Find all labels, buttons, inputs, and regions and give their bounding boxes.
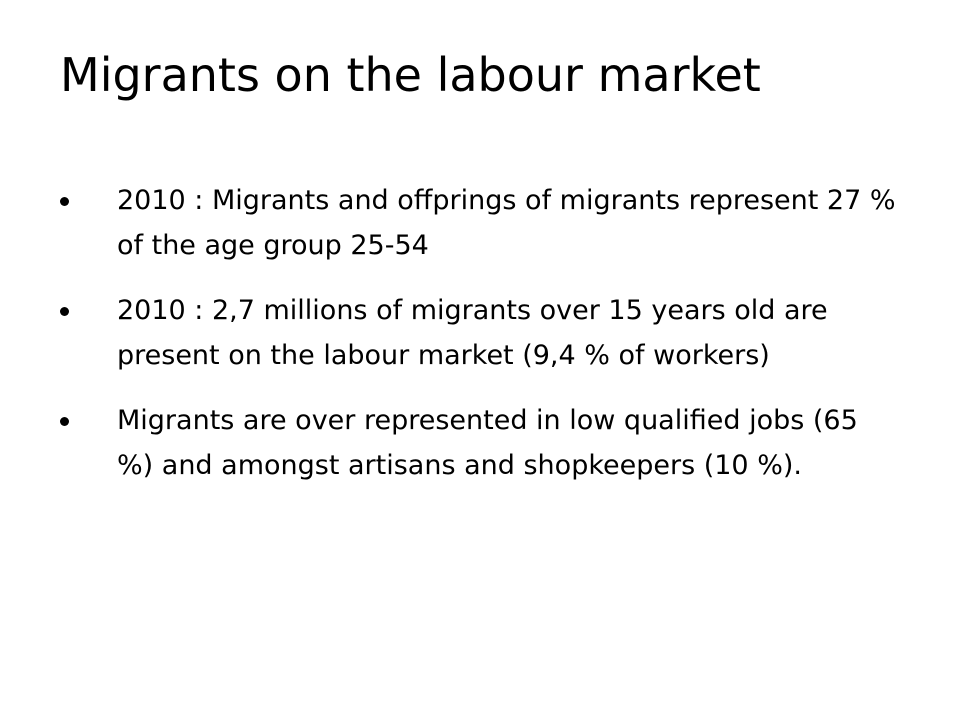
bullet-text: 2010 : Migrants and offprings of migrants represent 27 % of the age group 25-54: [117, 185, 896, 261]
bullet-text: 2010 : 2,7 millions of migrants over 15 years old are present on the labour market (9,4 % of workers): [117, 295, 828, 371]
bullet-text: Migrants are over represented in low qualified jobs (65 %) and amongst artisans and shopkeepers (10 %).: [117, 405, 858, 481]
bullet-item: [60, 178, 900, 268]
bullet-list: [60, 178, 900, 508]
bullet-dot-icon: [60, 307, 69, 316]
bullet-dot-icon: [60, 197, 69, 206]
bullet-item: [60, 398, 900, 488]
bullet-item: [60, 288, 900, 378]
bullet-dot-icon: [60, 417, 69, 426]
slide-title: Migrants on the labour market: [60, 48, 761, 102]
